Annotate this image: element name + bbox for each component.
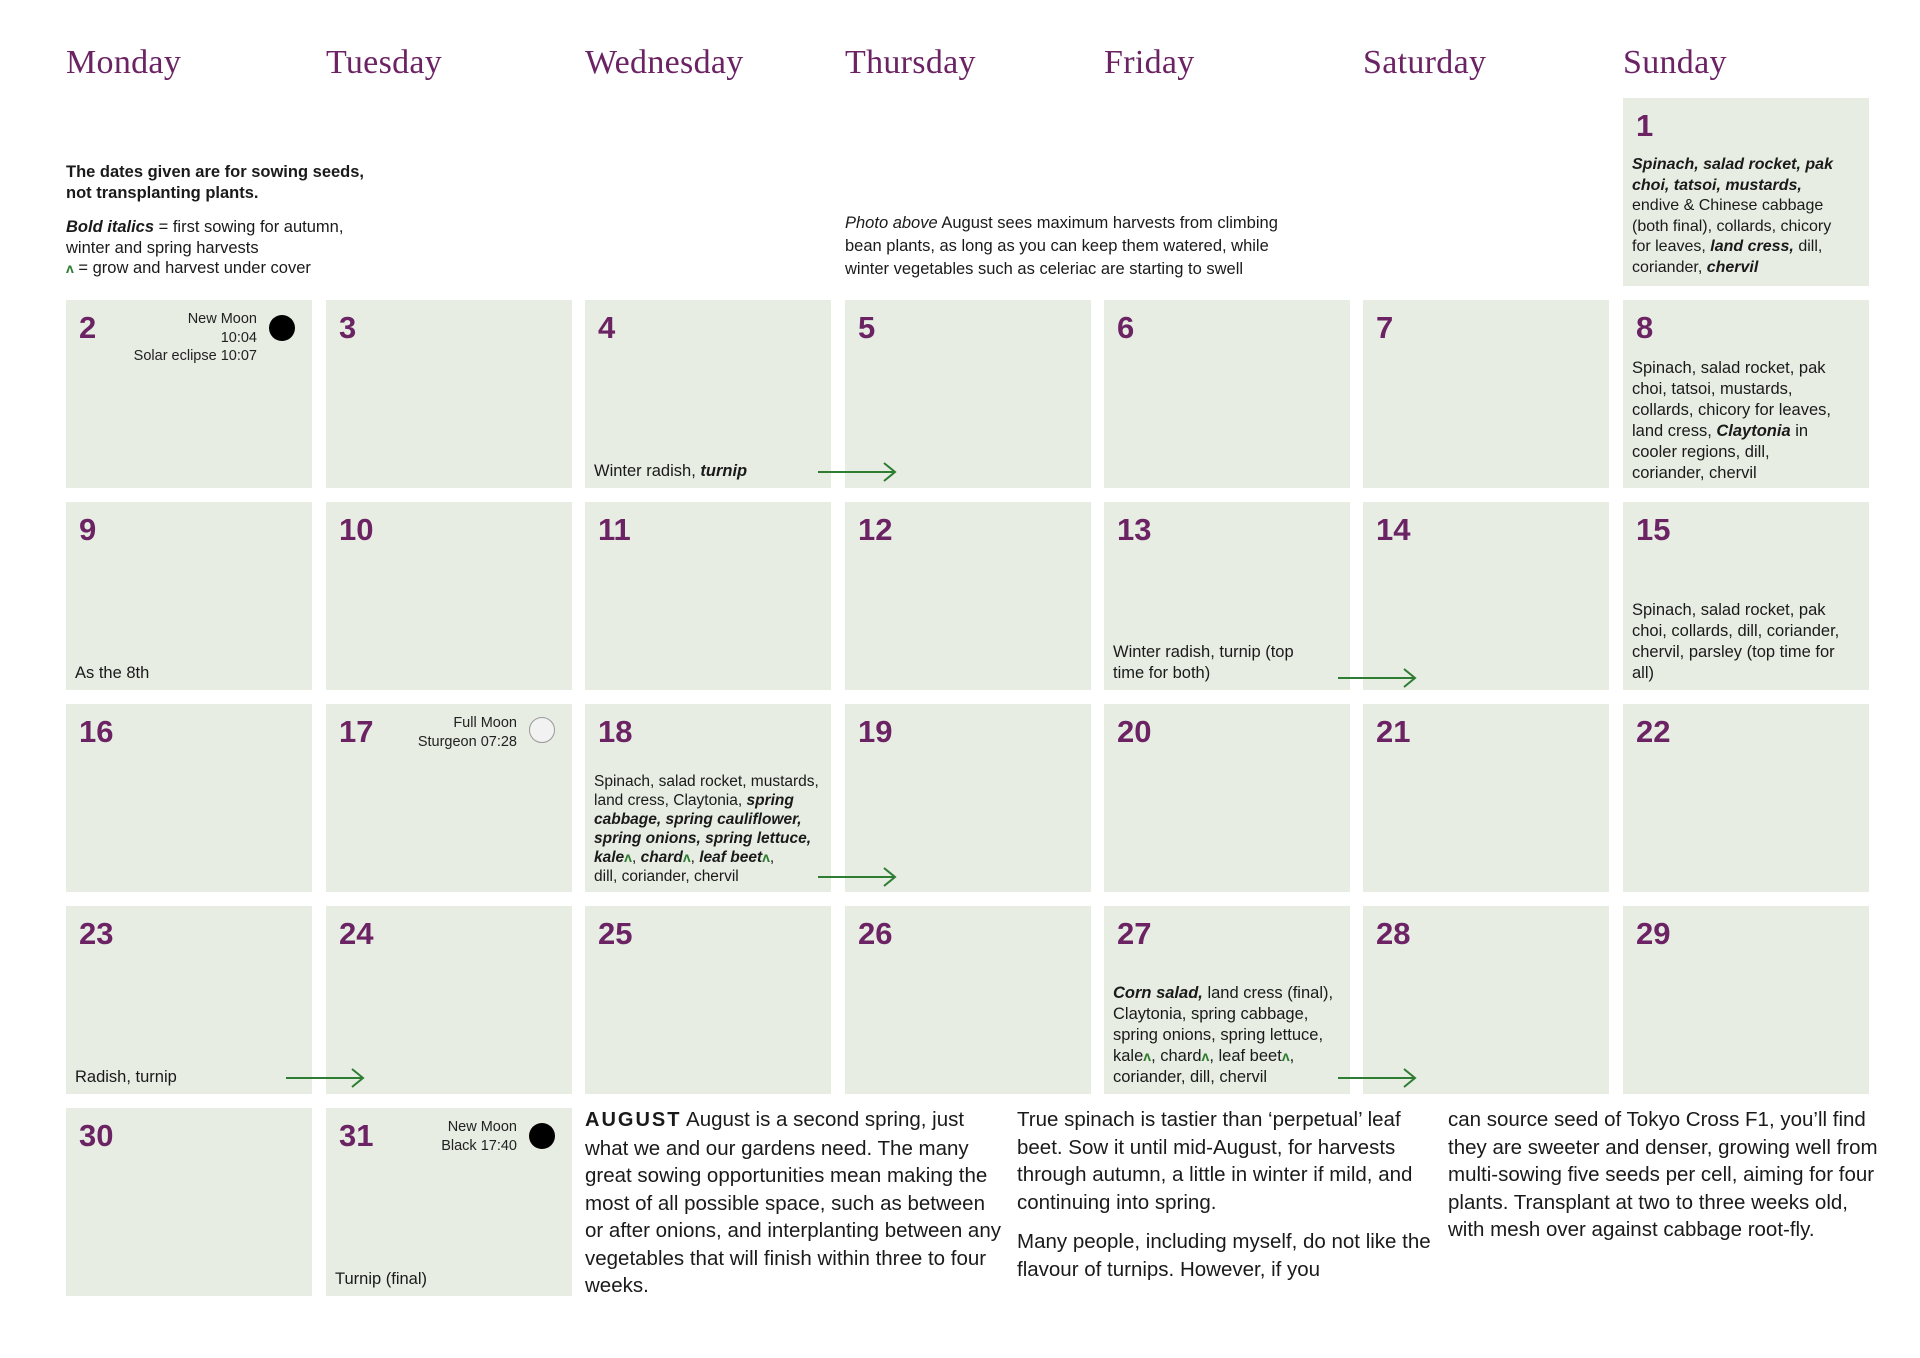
article-column-1 [585,1106,1005,1312]
photo-caption [845,212,1345,281]
moon-phase-text [367,1118,517,1155]
weekday-sunday: Sunday [1623,44,1727,81]
day-number: 25 [598,916,633,951]
cover-icon: ʌ [1201,1048,1210,1064]
day-number: 16 [79,714,114,749]
moon-label: New Moon [187,311,257,327]
note-bold-italic: Corn salad, [1113,984,1203,1002]
caption-text: winter vegetables such as celeriac are starting to swell [845,260,1244,278]
day-note [1632,600,1839,684]
cover-icon: ʌ [762,849,770,865]
note-bold-italic: chervil [1706,258,1759,276]
article-column-2 [1017,1106,1437,1295]
day-cell-14[interactable] [1363,502,1609,690]
day-cell-15[interactable] [1623,502,1869,690]
note-text: coriander, dill, chervil [1113,1068,1268,1086]
day-cell-27[interactable] [1104,906,1350,1094]
day-number: 6 [1117,310,1135,345]
legend-text-2: winter and spring harvests [66,238,259,257]
cover-icon: ʌ [1143,1048,1152,1064]
day-cell-18[interactable] [585,704,831,892]
day-note: Corn salad, land cress (final), Claytonia, spring cabbage, spring onions, spring lettuce, kaleʌ, chardʌ, leaf beetʌ, coriander, dill, chervil [1113,984,1334,1086]
note-text: collards, chicory for leaves, [1632,401,1831,419]
moon-label: Full Moon [453,715,517,731]
legend-cover-text: = grow and harvest under cover [73,259,311,277]
note-text: kale [1113,1047,1144,1065]
intro-line: The dates given are for sowing seeds, [66,163,365,181]
day-number: 24 [339,916,374,951]
day-number: 15 [1636,512,1671,547]
day-cell-19[interactable] [845,704,1091,892]
caption-label: Photo above [845,214,938,232]
weekday-friday: Friday [1104,44,1195,81]
note-text: Winter radish, [594,462,701,480]
day-number: 9 [79,512,97,547]
day-cell-20[interactable] [1104,704,1350,892]
continuation-arrow-icon [1338,668,1418,688]
note-bold-italic: spring [746,792,794,809]
note-text: dill, [1793,238,1823,255]
article-heading: AUGUST [585,1109,682,1131]
day-number: 3 [339,310,357,345]
day-cell-5[interactable] [845,300,1091,488]
day-number: 1 [1636,108,1654,143]
note-bold-italic: leaf beet [699,849,763,866]
note-bold-italic: kale [594,849,625,866]
day-cell-25[interactable] [585,906,831,1094]
day-cell-2[interactable] [66,300,312,488]
day-cell-13[interactable] [1104,502,1350,690]
article-text: Many people, including myself, do not like the flavour of turnips. However, if you [1017,1230,1431,1281]
weekday-wednesday: Wednesday [585,44,744,81]
day-number: 27 [1117,916,1152,951]
note-bold-italic: cabbage, spring cauliflower, [594,811,802,828]
continuation-arrow-icon [818,462,898,482]
note-bold-italic: spring onions, spring lettuce, [594,830,812,847]
day-number: 12 [858,512,893,547]
moon-time: Black 17:40 [441,1137,517,1154]
legend-label: Bold italics [66,218,155,236]
article-text: True spinach is tastier than ‘perpetual’ leaf beet. Sow it until mid-August, for harvests through autumn, a little in winter if mild, and continuing into spring. [1017,1108,1413,1214]
cover-icon: ʌ [624,849,632,865]
legend-cover [66,258,396,279]
note-text: Spinach, salad rocket, mustards, [594,773,819,790]
note-text: chard [1160,1047,1202,1065]
day-cell-10[interactable] [326,502,572,690]
day-cell-28[interactable] [1363,906,1609,1094]
day-cell-6[interactable] [1104,300,1350,488]
note-bold-italic: turnip [700,462,748,480]
legend-text: = first sowing for autumn, [154,218,344,236]
day-cell-31[interactable] [326,1108,572,1296]
note-text: land cress, [1632,422,1717,440]
day-note: Radish, turnip [75,1068,177,1086]
day-number: 28 [1376,916,1411,951]
intro-line: not transplanting plants. [66,183,259,202]
note-text: time for both) [1113,664,1211,682]
day-cell-9[interactable] [66,502,312,690]
cover-icon: ʌ [1281,1048,1290,1064]
day-cell-29[interactable] [1623,906,1869,1094]
day-cell-3[interactable] [326,300,572,488]
continuation-arrow-icon [1338,1068,1418,1088]
weekday-saturday: Saturday [1363,44,1487,81]
moon-phase-text [87,310,257,366]
day-note [1113,642,1294,684]
intro-legend [66,162,396,279]
day-number: 8 [1636,310,1654,345]
note-bold-italic: choi, tatsoi, mustards, [1632,176,1802,194]
legend-bold-italics [66,217,396,238]
note-text: endive & Chinese cabbage [1632,197,1824,214]
note-text: Claytonia, spring cabbage, [1113,1005,1309,1023]
day-cell-17[interactable] [326,704,572,892]
note-text: all) [1632,664,1655,682]
day-cell-22[interactable] [1623,704,1869,892]
note-text: choi, tatsoi, mustards, [1632,380,1793,398]
day-cell-24[interactable] [326,906,572,1094]
note-bold-italic: chard [640,849,683,866]
note-text: land cress, Claytonia, [594,792,747,809]
day-number: 31 [339,1118,374,1153]
day-number: 2 [79,310,97,345]
continuation-arrow-icon [286,1068,366,1088]
new-moon-icon [529,1123,555,1149]
full-moon-icon [529,717,555,743]
day-note [1632,155,1833,278]
eclipse-label: Solar eclipse 10:07 [133,348,257,364]
day-number: 10 [339,512,374,547]
note-text: chervil, parsley (top time for [1632,643,1835,661]
caption-text: bean plants, as long as you can keep them watered, while [845,237,1269,255]
day-note: As the 8th [75,664,150,682]
day-note: Turnip (final) [335,1270,427,1288]
day-number: 30 [79,1118,114,1153]
note-text: coriander, [1632,258,1707,276]
moon-label: New Moon [447,1119,517,1135]
weekday-thursday: Thursday [845,44,976,81]
day-number: 18 [598,714,633,749]
day-number: 21 [1376,714,1411,749]
note-text: for leaves, [1632,238,1711,255]
new-moon-icon [269,315,295,341]
moon-time: 10:04 [220,329,257,346]
cover-icon: ʌ [682,849,691,865]
day-cell-1[interactable] [1623,98,1869,286]
day-cell-4[interactable] [585,300,831,488]
day-cell-23[interactable] [66,906,312,1094]
day-number: 29 [1636,916,1671,951]
note-text: Winter radish, turnip (top [1113,643,1294,661]
weekday-tuesday: Tuesday [326,44,443,81]
day-cell-12[interactable] [845,502,1091,690]
day-number: 5 [858,310,876,345]
day-number: 14 [1376,512,1411,547]
day-number: 4 [598,310,616,345]
note-text: Spinach, salad rocket, pak [1632,601,1826,619]
day-number: 26 [858,916,893,951]
cover-icon: ʌ [66,260,74,276]
caption-text: August sees maximum harvests from climbing [937,214,1278,232]
article-text: can source seed of Tokyo Cross F1, you’ll find they are sweeter and denser, growing well from multi-sowing five seeds per cell, aiming for four plants. Transplant at two to three weeks old, with mesh over against cabbage root-fly. [1448,1108,1878,1241]
day-cell-30[interactable] [66,1108,312,1296]
day-cell-16[interactable] [66,704,312,892]
day-cell-8[interactable] [1623,300,1869,488]
note-text: spring onions, spring lettuce, [1113,1026,1324,1044]
note-text: in [1790,422,1809,440]
day-number: 23 [79,916,114,951]
note-text: coriander, chervil [1632,464,1757,482]
day-number: 19 [858,714,893,749]
day-number: 17 [339,714,374,749]
weekday-monday: Monday [66,44,182,81]
note-bold-italic: Spinach, salad rocket, pak [1632,156,1833,173]
note-text: leaf beet [1218,1047,1282,1065]
note-text: dill, coriander, chervil [594,868,739,885]
note-text: choi, collards, dill, coriander, [1632,622,1840,640]
note-text: land cress (final), [1202,984,1334,1002]
day-number: 7 [1376,310,1394,345]
day-number: 13 [1117,512,1152,547]
day-cell-26[interactable] [845,906,1091,1094]
note-text: cooler regions, dill, [1632,443,1770,461]
article-text: August is a second spring, just what we and our gardens need. The many great sowing opportunities mean making the most of all possible space, such as between or after onions, and interplanting between any vegetables that will finish within three to four weeks. [585,1108,1001,1297]
moon-phase-text [367,714,517,751]
day-note [594,461,747,482]
day-number: 20 [1117,714,1152,749]
note-bold-italic: land cress, [1710,238,1794,255]
day-number: 11 [598,512,631,547]
day-note [1632,358,1831,484]
day-number: 22 [1636,714,1671,749]
day-note: Spinach, salad rocket, mustards, land cress, Claytonia, spring cabbage, spring cauliflower, spring onions, spring lettuce, kaleʌ, chardʌ, leaf beetʌ, dill, coriander, chervil [594,773,819,885]
day-cell-7[interactable] [1363,300,1609,488]
note-bold-italic: Claytonia [1716,422,1791,440]
note-text: Spinach, salad rocket, pak [1632,359,1826,377]
note-text: (both final), collards, chicory [1632,217,1832,235]
article-column-3 [1448,1106,1878,1256]
continuation-arrow-icon [818,867,898,887]
day-cell-21[interactable] [1363,704,1609,892]
day-cell-11[interactable] [585,502,831,690]
moon-time: Sturgeon 07:28 [417,733,517,750]
